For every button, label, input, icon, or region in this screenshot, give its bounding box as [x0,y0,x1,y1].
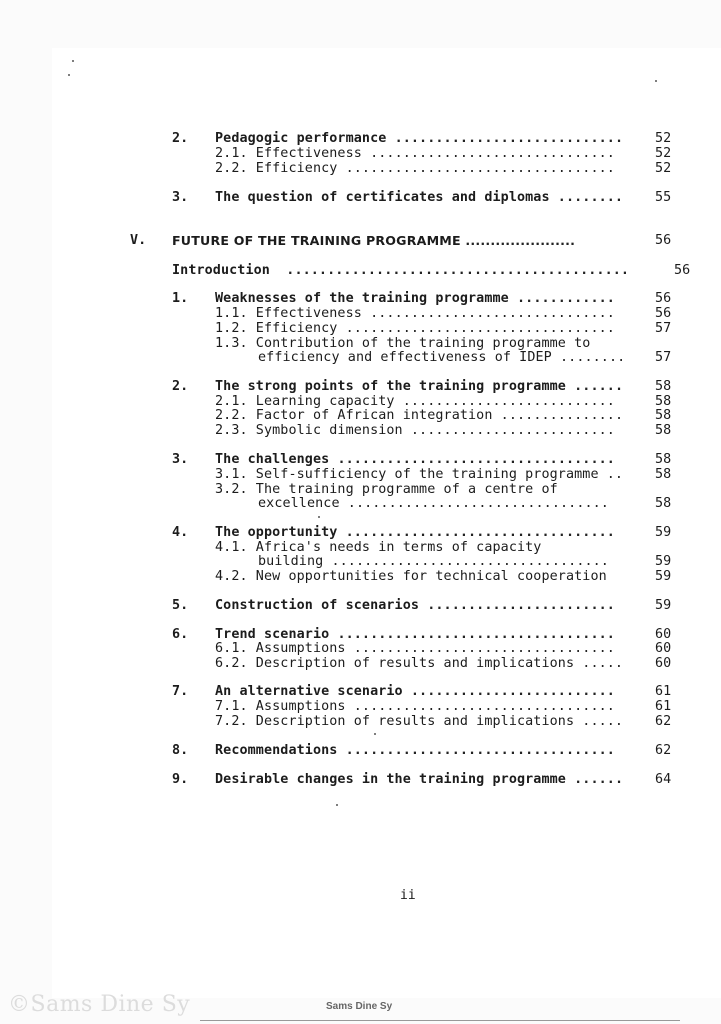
toc-entry [0,656,721,671]
toc-entry-title: 2.3. Symbolic dimension [215,423,403,438]
toc-entry-label [215,699,615,714]
toc-entry-leader: .............................. [361,306,615,321]
toc-entry-page: 56 [655,291,672,306]
toc-entry-label [215,321,615,336]
toc-entry-page: 61 [655,699,672,714]
toc-entry [0,394,721,409]
toc-entry-page: 55 [655,190,672,205]
scan-speck [68,74,70,76]
toc-entry-page: 56 [674,263,691,278]
toc-entry-page: 58 [655,452,672,467]
toc-entry-leader: ................................. [337,161,615,176]
toc-entry [0,684,721,699]
toc-entry-label [258,350,625,365]
bottom-rule [200,1020,680,1021]
toc-entry-title: An alternative scenario [215,684,403,699]
toc-entry-leader: .................................. [323,554,609,569]
toc-entry-number: 1. [172,291,189,306]
toc-entry-page: 60 [655,656,672,671]
toc-entry-number: 4. [172,525,189,540]
toc-entry-page: 58 [655,467,672,482]
toc-entry [0,336,721,351]
toc-entry [0,452,721,467]
toc-entry-page: 57 [655,350,672,365]
scan-speck [72,60,74,62]
toc-entry-leader: .................................. [329,627,615,642]
toc-entry-title: Pedagogic performance [215,131,387,146]
toc-entry-label [172,263,629,278]
toc-entry-page: 52 [655,161,672,176]
toc-entry-title: Construction of scenarios [215,598,420,613]
toc-entry-label [215,627,615,642]
toc-entry-label [215,190,623,205]
toc-entry-page: 59 [655,569,672,584]
toc-entry-label [172,233,575,248]
toc-entry [0,627,721,642]
toc-entry-title: 2.2. Factor of African integration [215,408,493,423]
toc-entry-leader [607,569,623,584]
toc-entry [0,540,721,555]
toc-entry [0,306,721,321]
toc-entry-title: 2.2. Efficiency [215,161,338,176]
watermark: ©Sams Dine Sy [8,992,191,1017]
toc-entry-label [215,131,623,146]
toc-entry-label [258,496,609,511]
toc-entry-page: 59 [655,554,672,569]
toc-entry-number: 5. [172,598,189,613]
toc-entry-number: 9. [172,772,189,787]
toc-entry-page: 56 [655,306,672,321]
toc-entry-number: 3. [172,452,189,467]
toc-entry-title: Introduction [172,263,270,278]
toc-entry-title: 4.2. New opportunities for technical cooperation [215,569,607,584]
scan-speck [655,80,657,82]
page-number: ii [400,888,416,903]
toc-entry [0,641,721,656]
toc-entry [0,496,721,511]
toc-entry-label [215,482,558,497]
toc-entry-label [215,291,615,306]
scan-speck [336,804,338,806]
toc-entry-number: 3. [172,190,189,205]
toc-entry-label [215,452,615,467]
toc-entry [0,743,721,758]
toc-entry [0,291,721,306]
scan-speck [318,516,320,518]
toc-entry-leader: ............................ [386,131,624,146]
toc-entry-title: 6.2. Description of results and implications [215,656,575,671]
toc-entry [0,190,721,205]
toc-entry-title: building [258,554,324,569]
toc-entry-number: 7. [172,684,189,699]
toc-entry [0,146,721,161]
toc-entry-title: The challenges [215,452,330,467]
toc-entry-page: 56 [655,233,672,248]
toc-entry [0,321,721,336]
toc-entry-label [215,684,615,699]
toc-entry-number: 6. [172,627,189,642]
toc-entry-title: FUTURE OF THE TRAINING PROGRAMME [172,233,461,248]
toc-entry-leader: ......................... [402,684,615,699]
toc-entry [0,408,721,423]
toc-entry [0,350,721,365]
toc-entry-leader: ................................ [345,641,615,656]
toc-entry-page: 58 [655,423,672,438]
toc-entry-page: 58 [655,394,672,409]
toc-entry-leader: ................................. [337,743,615,758]
toc-entry [0,161,721,176]
toc-entry-page: 62 [655,743,672,758]
toc-entry [0,554,721,569]
toc-entry-page: 52 [655,146,672,161]
toc-entry-label [215,423,615,438]
toc-entry-label [215,394,615,409]
toc-entry-leader: ...................... [460,233,576,248]
toc-entry [0,467,721,482]
scan-speck [374,733,376,735]
toc-entry-label [215,714,623,729]
toc-entry-leader: ..... [574,656,624,671]
toc-entry-page: 64 [655,772,672,787]
toc-entry-label [215,656,623,671]
toc-entry-label [215,306,615,321]
toc-entry-number: 2. [172,379,189,394]
toc-entry-page: 59 [655,598,672,613]
toc-entry-title: Weaknesses of the training programme [215,291,509,306]
toc-entry [0,569,721,584]
toc-entry-label [215,598,615,613]
toc-entry-title: 4.1. Africa's needs in terms of capacity [215,540,542,555]
toc-entry-label [215,467,623,482]
toc-entry-label [215,146,615,161]
toc-entry-label [215,569,623,584]
toc-entry-label [215,408,623,423]
toc-entry-title: 7.2. Description of results and implications [215,714,575,729]
toc-entry-leader: ........ [551,350,626,365]
toc-entry-leader: ....................... [419,598,615,613]
toc-entry [0,525,721,540]
toc-entry [0,263,721,278]
toc-entry-title: 2.1. Effectiveness [215,146,362,161]
toc-entry-title: 1.3. Contribution of the training programme to [215,336,591,351]
toc-entry-title: 3.1. Self-sufficiency of the training programme [215,467,599,482]
toc-entry-title: efficiency and effectiveness of IDEP [258,350,552,365]
toc-entry-title: The strong points of the training programme [215,379,566,394]
toc-entry-number: 8. [172,743,189,758]
toc-entry-page: 52 [655,131,672,146]
toc-entry-page: 58 [655,379,672,394]
toc-entry-page: 58 [655,496,672,511]
toc-entry-leader: .......................................... [269,263,630,278]
toc-entry-leader: ................................. [337,525,615,540]
toc-entry-leader: ................................. [337,321,615,336]
toc-entry-leader: ...... [565,772,624,787]
toc-entry-label [215,525,615,540]
toc-entry-number: V. [130,233,147,248]
toc-entry-page: 62 [655,714,672,729]
toc-entry-leader: ........ [549,190,624,205]
toc-entry-title: 7.1. Assumptions [215,699,346,714]
toc-entry [0,699,721,714]
toc-entry [0,379,721,394]
toc-entry-title: 6.1. Assumptions [215,641,346,656]
toc-entry-leader: ................................ [339,496,609,511]
toc-entry [0,598,721,613]
toc-entry-page: 60 [655,641,672,656]
toc-entry [0,772,721,787]
toc-entry-leader: ............... [492,408,624,423]
toc-entry-page: 61 [655,684,672,699]
toc-entry-label [215,772,623,787]
toc-entry-leader: ..... [574,714,624,729]
toc-entry-leader: ................................ [345,699,615,714]
toc-entry-leader: ......................... [402,423,615,438]
toc-entry-leader: .............................. [361,146,615,161]
toc-entry-title: Recommendations [215,743,338,758]
toc-entry-page: 59 [655,525,672,540]
toc-entry [0,131,721,146]
toc-entry-label [215,336,590,351]
toc-entry-title: 3.2. The training programme of a centre of [215,482,558,497]
toc-entry-label [215,540,541,555]
toc-entry-leader: ...... [565,379,624,394]
toc-entry-label [215,743,615,758]
toc-entry-leader: ............ [508,291,615,306]
toc-entry-title: 1.2. Efficiency [215,321,338,336]
toc-entry [0,482,721,497]
toc-entry [0,423,721,438]
toc-entry-title: The question of certificates and diplomas [215,190,550,205]
toc-entry-leader: .................................. [329,452,615,467]
toc-entry-title: 1.1. Effectiveness [215,306,362,321]
toc-entry-title: 2.1. Learning capacity [215,394,395,409]
toc-entry [0,233,721,248]
toc-entry-label [215,641,615,656]
toc-entry-label [215,379,623,394]
toc-entry [0,714,721,729]
toc-entry-page: 57 [655,321,672,336]
toc-entry-label [215,161,615,176]
footer-source: Sams Dine Sy [326,1001,393,1012]
toc-entry-page: 58 [655,408,672,423]
toc-entry-title: Trend scenario [215,627,330,642]
toc-entry-title: Desirable changes in the training programme [215,772,566,787]
toc-entry-leader: .. [598,467,624,482]
toc-entry-title: excellence [258,496,340,511]
toc-entry-label [258,554,609,569]
toc-entry-number: 2. [172,131,189,146]
toc-entry-leader: .......................... [394,394,615,409]
toc-entry-title: The opportunity [215,525,338,540]
toc-entry-page: 60 [655,627,672,642]
